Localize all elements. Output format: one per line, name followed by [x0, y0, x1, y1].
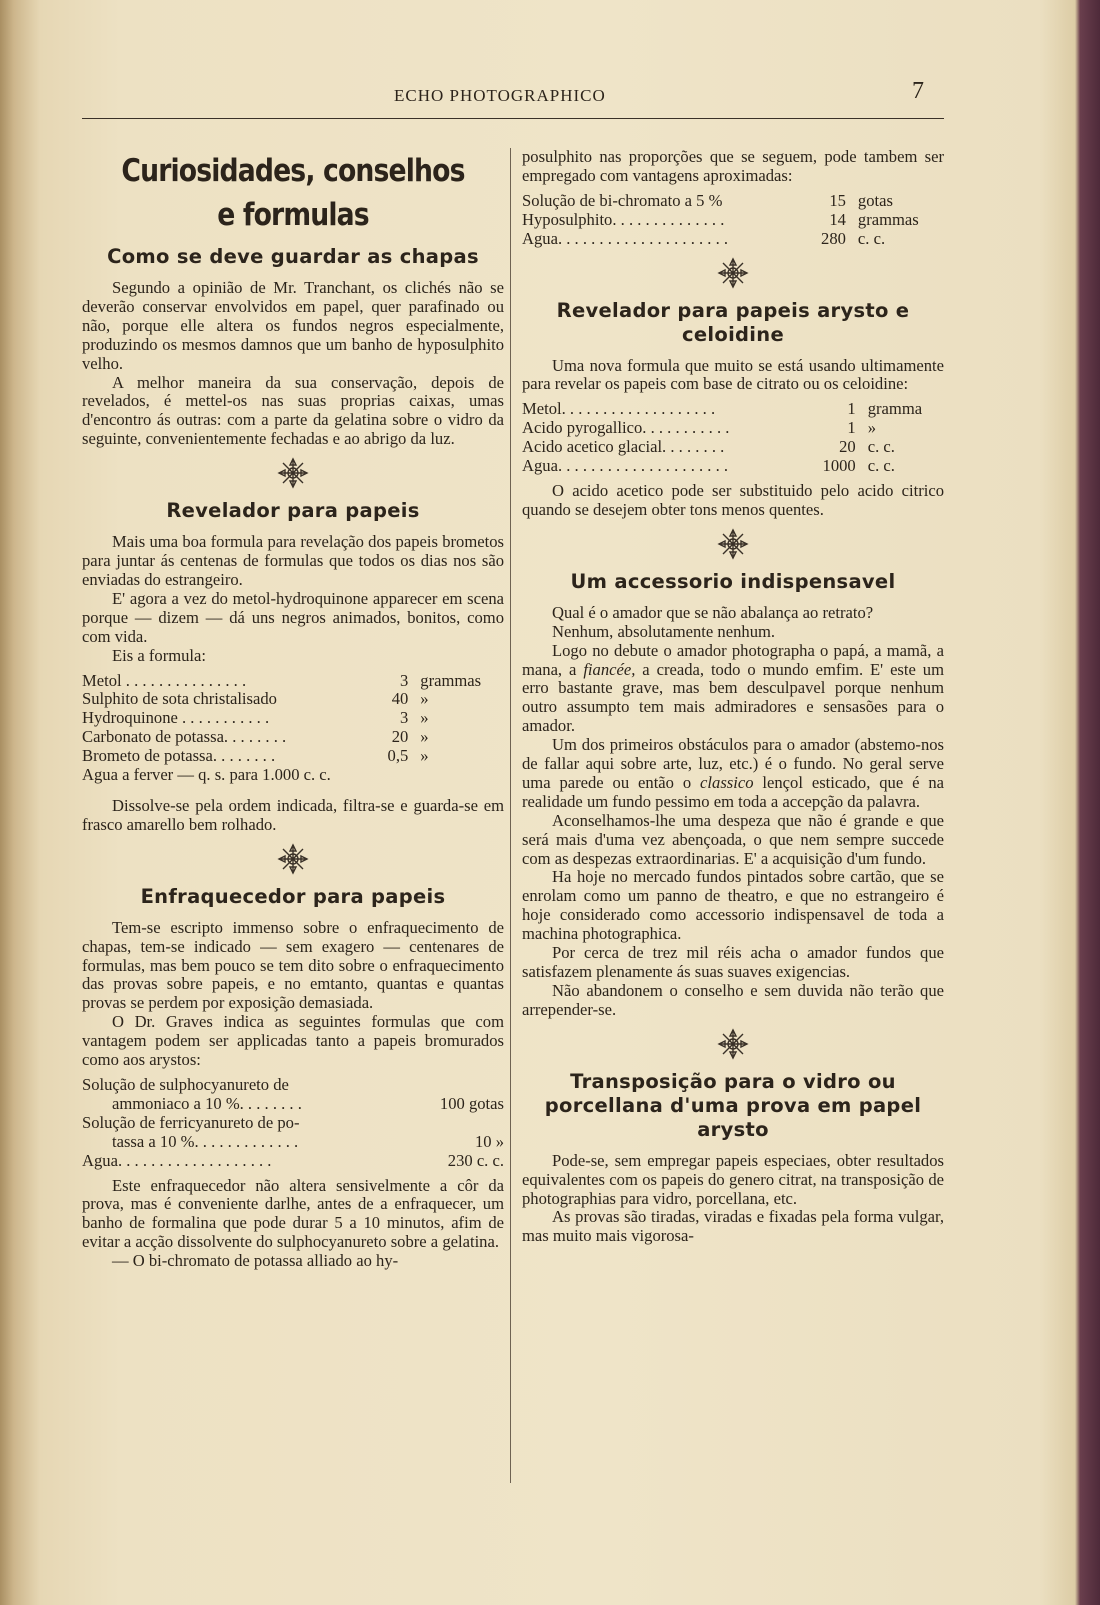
page-number: 7 — [912, 78, 924, 104]
formula-unit: gotas — [857, 190, 893, 210]
ornament-icon — [522, 528, 944, 562]
formula-unit: gramma — [867, 399, 923, 419]
section-title-revelador-arysto: Revelador para papeis arysto e celoidine — [556, 298, 910, 346]
formula-row — [522, 400, 944, 419]
paragraph: Uma nova formula que muito se está usando ultimamente para revelar os papeis com base de citrato ou os celoidine: — [522, 355, 944, 394]
formula-name: Agua. . . . . . . . . . . . . . . . . . . . . — [522, 456, 729, 476]
paragraph: Logo no debute o amador photographa o papá, a mamã, a mana, a fiancée, a creada, todo o mundo emfim. E' este um erro bastante grave, mas bem desculpavel porque nenhum outro assumpto tem mais admiradores e sensasões para o amador. — [522, 640, 944, 736]
formula-name: Brometo de potassa. . . . . . . . — [82, 746, 276, 766]
formula-name: ammoniaco a 10 %. . . . . . . . — [112, 1093, 302, 1113]
formula-name: Metol. . . . . . . . . . . . . . . . . . . — [522, 399, 716, 419]
paragraph: A melhor maneira da sua conservação, depois de revelados, é mettel-os nas suas proprias caixas, umas d'encontro ás outras: com a parte da gelatina sobre o vidro da seguinte, convenientemente fechadas e ao abrigo da luz. — [82, 372, 504, 449]
formula-value: 0,5 — [387, 746, 409, 766]
formula-name: Metol . . . . . . . . . . . . . . . — [82, 670, 247, 690]
section-title-transposicao: Transposição para o vidro ou porcellana d'uma prova em papel arysto — [544, 1069, 922, 1141]
formula-name: Agua. . . . . . . . . . . . . . . . . . . . . — [522, 228, 729, 248]
formula-name: Hyposulphito. . . . . . . . . . . . . . — [522, 209, 725, 229]
formula-row — [522, 192, 944, 211]
formula-table-bichromato — [522, 192, 944, 249]
left-column — [82, 138, 504, 1271]
ornament-icon — [82, 457, 504, 491]
paragraph: Nenhum, absolutamente nenhum. — [552, 621, 776, 641]
formula-value: 280 — [821, 228, 846, 248]
section-title-guardar-chapas: Como se deve guardar as chapas — [107, 245, 479, 268]
formula-unit: c. c. — [867, 437, 895, 457]
formula-row — [82, 1095, 504, 1114]
main-title: Curiosidades, conselhos e formulas — [121, 153, 465, 233]
formula-row — [82, 747, 504, 766]
formula-value: 20 — [839, 437, 856, 457]
formula-name: Acido pyrogallico. . . . . . . . . . . — [522, 418, 730, 438]
paragraph: — O bi-chromato de potassa alliado ao hy- — [112, 1251, 399, 1271]
section-title-revelador-papeis: Revelador para papeis — [166, 499, 420, 523]
formula-value: 1 — [847, 399, 856, 419]
formula-name: Sulphito de sota christalisado — [82, 689, 277, 709]
paragraph: Eis a formula: — [112, 645, 207, 665]
paragraph: Tem-se escripto immenso sobre o enfraquecimento de chapas, tem-se indicado — sem exagero — centenares de formulas, mas bem pouco se tem dito sobre o enfraquecimento das provas sobre papeis, e no emtanto, quantas e quantas provas se perdem por exposição demasiada. — [82, 917, 504, 1013]
section-title-accessorio: Um accessorio indispensavel — [570, 569, 896, 593]
formula-value: 14 — [829, 209, 846, 229]
paragraph: Pode-se, sem empregar papeis especiaes, obter resultados equivalentes com os papeis do genero citrat, na transposição de photographias para vidro, porcellana, etc. — [522, 1150, 944, 1208]
formula-name: Solução de sulphocyanureto de — [82, 1075, 289, 1094]
formula-row — [82, 1152, 504, 1171]
formula-name: Agua. . . . . . . . . . . . . . . . . . . — [82, 1150, 272, 1170]
formula-value: 3 — [399, 708, 409, 728]
paragraph: Dissolve-se pela ordem indicada, filtra-se e guarda-se em frasco amarello bem rolhado. — [82, 795, 504, 834]
formula-unit: c. c. — [857, 228, 886, 248]
formula-unit: » — [420, 689, 429, 709]
column-divider — [510, 148, 511, 1483]
formula-value: 230 c. c. — [447, 1150, 504, 1170]
formula-row — [522, 457, 944, 476]
paragraph: O acido acetico pode ser substituido pelo acido citrico quando se desejem obter tons menos quentes. — [522, 480, 944, 519]
formula-row — [82, 690, 504, 709]
formula-row — [82, 1076, 504, 1095]
formula-name: Hydroquinone . . . . . . . . . . . — [82, 708, 270, 728]
formula-row — [82, 709, 504, 728]
formula-row — [522, 211, 944, 230]
paragraph: Por cerca de trez mil réis acha o amador fundos que satisfazem plenamente ás suas suaves exigencias. — [522, 943, 944, 981]
right-column — [522, 138, 944, 1246]
formula-unit: grammas — [420, 670, 482, 690]
formula-value: 15 — [829, 190, 846, 210]
formula-unit: c. c. — [867, 456, 895, 476]
formula-last-line: Agua a ferver — q. s. para 1.000 c. c. — [82, 765, 331, 785]
formula-row — [82, 1114, 504, 1133]
formula-row — [522, 230, 944, 249]
formula-row — [82, 728, 504, 747]
paragraph: Qual é o amador que se não abalança ao retrato? — [552, 602, 874, 622]
paragraph: O Dr. Graves indica as seguintes formulas que com vantagem podem ser applicadas tanto a papeis bromurados como aos arystos: — [82, 1012, 504, 1070]
formula-unit: » — [420, 708, 429, 728]
formula-table-enfraquecedor — [82, 1076, 504, 1171]
formula-value: 10 » — [474, 1131, 504, 1151]
formula-unit: » — [420, 746, 429, 766]
paragraph: As provas são tiradas, viradas e fixadas pela forma vulgar, mas muito mais vigorosa- — [522, 1207, 944, 1246]
formula-value: 1 — [847, 418, 856, 438]
formula-name: Solução de bi-chromato a 5 % — [522, 190, 723, 210]
paragraph: E' agora a vez do metol-hydroquinone apparecer em scena porque — dizem — dá uns negros animados, bonitos, como com vida. — [82, 588, 504, 646]
section-title-enfraquecedor: Enfraquecedor para papeis — [140, 884, 446, 908]
formula-name: Acido acetico glacial. . . . . . . . — [522, 437, 725, 457]
ornament-icon — [522, 1028, 944, 1062]
formula-table-arysto — [522, 400, 944, 476]
formula-name: tassa a 10 %. . . . . . . . . . . . . — [112, 1131, 299, 1151]
paragraph: posulphito nas proporções que se seguem, pode tambem ser empregado com vantagens aproximadas: — [522, 147, 944, 185]
paragraph: Não abandonem o conselho e sem duvida não terão que arrepender-se. — [522, 980, 944, 1019]
formula-name: Carbonato de potassa. . . . . . . . — [82, 727, 287, 747]
formula-value: 20 — [391, 727, 409, 747]
ornament-icon — [522, 257, 944, 291]
italic-word: fiancée, — [583, 659, 636, 679]
paragraph: Ha hoje no mercado fundos pintados sobre cartão, que se enrolam como um panno de theatro, e que no estrangeiro é hoje considerado como accessorio indispensavel de toda a machina photographica. — [522, 867, 944, 944]
running-head — [0, 78, 1100, 116]
paragraph: Segundo a opinião de Mr. Tranchant, os clichés não se deverão conservar envolvidos em papel, quer parafinado ou não, porque elle altera os fundos negros especialmente, produzindo os mesmos damnos que um banho de hyposulphito velho. — [82, 278, 504, 373]
formula-value: 100 gotas — [439, 1093, 504, 1113]
formula-unit: grammas — [857, 209, 919, 229]
formula-unit: » — [420, 727, 429, 747]
paragraph: Mais uma boa formula para revelação dos papeis brometos para juntar ás centenas de formulas que todos os dias nos são enviadas do estrangeiro. — [82, 532, 504, 589]
formula-row — [522, 419, 944, 438]
paragraph: Este enfraquecedor não altera sensivelmente a côr da prova, mas é conveniente darlhe, antes de a enfraquecer, um banho de formalina que pode durar 5 a 10 minutos, afim de evitar a acção dissolvente do sulphocyanureto sobre a gelatina. — [82, 1175, 504, 1252]
journal-title: ECHO PHOTOGRAPHICO — [394, 86, 606, 105]
formula-unit: » — [867, 418, 877, 438]
formula-row — [82, 1133, 504, 1152]
italic-word: classico — [700, 772, 754, 792]
paragraph: Um dos primeiros obstáculos para o amador (abstemo-nos de fallar aqui sobre arte, luz, etc.) é o fundo. No geral serve uma parede ou então o classico lençol esticado, que é na realidade um fundo pessimo em toda a accepção da palavra. — [522, 735, 944, 811]
formula-value: 3 — [399, 670, 409, 690]
ornament-icon — [82, 843, 504, 877]
formula-row — [82, 672, 504, 691]
header-rule — [82, 118, 944, 119]
formula-value: 1000 — [822, 456, 856, 476]
formula-table-revelador — [82, 672, 504, 767]
formula-name: Solução de ferricyanureto de po- — [82, 1112, 300, 1132]
formula-row — [522, 438, 944, 457]
formula-value: 40 — [391, 689, 409, 709]
paragraph: Aconselhamos-lhe uma despeza que não é grande e que será mais d'uma vez abençoada, o que nem sempre succede com as despezas extraordinarias. E' a acquisição d'um fundo. — [522, 810, 944, 868]
